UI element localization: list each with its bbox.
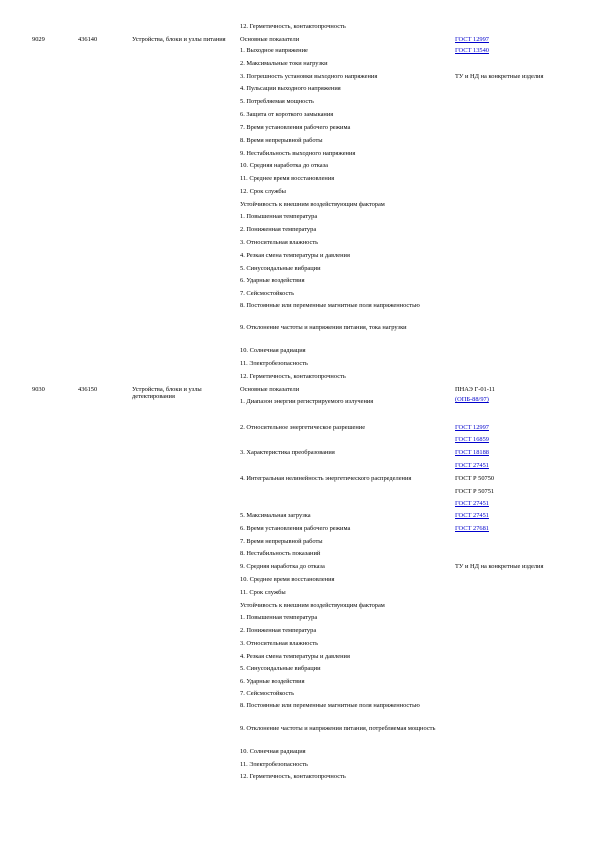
indicator-item: 10. Солнечная радиация: [240, 347, 306, 354]
indicator-item: 9. Средняя наработка до отказа: [240, 563, 325, 570]
indicator-item: 2. Пониженная температура: [240, 627, 317, 634]
standard-link[interactable]: ГОСТ 18188: [455, 449, 489, 456]
indicator-item: 2. Пониженная температура: [240, 226, 317, 233]
standard-link[interactable]: (ОПБ-88/97): [455, 396, 489, 403]
standard-link[interactable]: ГОСТ 27451: [455, 462, 489, 469]
row-number: 9030: [32, 386, 45, 393]
indicator-heading: Основные показатели: [240, 36, 300, 43]
indicator-item: 11. Электробезопасность: [240, 360, 308, 367]
indicator-item: 8. Постоянные или переменные магнитные поля напряженностью: [240, 702, 420, 709]
indicator-item: 5. Синусоидальные вибрации: [240, 665, 321, 672]
indicator-item: 4. Интегральная нелинейность энергетического распределения: [240, 475, 412, 482]
standard-reference: ПНАЭ Г-01-11: [455, 386, 495, 393]
row-code: 436150: [78, 386, 98, 393]
indicator-item: 12. Срок службы: [240, 188, 286, 195]
indicator-item: 12. Герметичность, контактопрочность: [240, 773, 346, 780]
indicator-item: 6. Ударные воздействия: [240, 277, 305, 284]
standard-link[interactable]: ГОСТ 27681: [455, 525, 489, 532]
indicator-item: 2. Максимальные токи нагрузки: [240, 60, 328, 67]
indicator-item: 1. Выходное напряжение: [240, 47, 308, 54]
indicator-item: 9. Отклонение частоты и напряжения питания, потребляемая мощность: [240, 725, 436, 732]
indicator-item: 2. Относительное энергетическое разрешение: [240, 424, 366, 431]
indicator-heading: Основные показатели: [240, 386, 300, 393]
standard-link[interactable]: ГОСТ 16859: [455, 436, 489, 443]
continued-indicator: 12. Герметичность, контактопрочность: [240, 23, 346, 30]
indicator-item: 7. Время установления рабочего режима: [240, 124, 351, 131]
indicator-item: 7. Сейсмостойкость: [240, 690, 295, 697]
indicator-item: 1. Повышенная температура: [240, 213, 318, 220]
indicator-item: 6. Время установления рабочего режима: [240, 525, 351, 532]
standard-reference: ТУ и НД на конкретные изделия: [455, 73, 544, 80]
standard-link[interactable]: ГОСТ 12997: [455, 424, 489, 431]
indicator-item: 3. Относительная влажность: [240, 239, 319, 246]
indicator-item: 6. Защита от короткого замыкания: [240, 111, 334, 118]
indicator-heading: Устойчивость к внешним воздействующим факторам: [240, 602, 385, 609]
indicator-item: 3. Относительная влажность: [240, 640, 319, 647]
standard-link[interactable]: ГОСТ 27451: [455, 500, 489, 507]
indicator-item: 3. Погрешность установки выходного напряжения: [240, 73, 378, 80]
row-name: Устройства, блоки и узлы детектирования: [132, 386, 202, 401]
row-name: Устройства, блоки и узлы питания: [132, 36, 226, 43]
indicator-item: 5. Синусоидальные вибрации: [240, 265, 321, 272]
indicator-item: 10. Среднее время восстановления: [240, 576, 335, 583]
indicator-item: 4. Резкая смена температуры и давления: [240, 252, 350, 259]
indicator-item: 8. Нестабильность показаний: [240, 550, 321, 557]
indicator-item: 5. Максимальная загрузка: [240, 512, 311, 519]
standard-reference: ТУ и НД на конкретные изделия: [455, 563, 544, 570]
row-number: 9029: [32, 36, 45, 43]
indicator-item: 4. Пульсации выходного напряжения: [240, 85, 341, 92]
indicator-item: 11. Срок службы: [240, 589, 286, 596]
standard-link[interactable]: ГОСТ 27451: [455, 512, 489, 519]
indicator-item: 11. Среднее время восстановления: [240, 175, 335, 182]
standard-link[interactable]: ГОСТ 12997: [455, 36, 489, 43]
indicator-item: 8. Постоянные или переменные магнитные поля напряженностью: [240, 302, 420, 309]
indicator-item: 9. Отклонение частоты и напряжения питания, тока нагрузки: [240, 324, 407, 331]
indicator-item: 1. Диапазон энергии регистрируемого излучения: [240, 398, 374, 405]
indicator-item: 10. Средняя наработка до отказа: [240, 162, 328, 169]
indicator-item: 11. Электробезопасность: [240, 761, 308, 768]
indicator-item: 9. Нестабильность выходного напряжения: [240, 150, 356, 157]
indicator-item: 4. Резкая смена температуры и давления: [240, 653, 350, 660]
indicator-item: 1. Повышенная температура: [240, 614, 318, 621]
row-code: 436140: [78, 36, 98, 43]
indicator-item: 3. Характеристика преобразования: [240, 449, 335, 456]
standard-link[interactable]: ГОСТ 13540: [455, 47, 489, 54]
indicator-item: 7. Время непрерывной работы: [240, 538, 323, 545]
standard-reference: ГОСТ Р 50751: [455, 488, 495, 495]
indicator-item: 8. Время непрерывной работы: [240, 137, 323, 144]
indicator-item: 7. Сейсмостойкость: [240, 290, 295, 297]
indicator-item: 5. Потребляемая мощность: [240, 98, 314, 105]
standard-reference: ГОСТ Р 50750: [455, 475, 495, 482]
indicator-heading: Устойчивость к внешним воздействующим факторам: [240, 201, 385, 208]
indicator-item: 10. Солнечная радиация: [240, 748, 306, 755]
indicator-item: 12. Герметичность, контактопрочность: [240, 373, 346, 380]
indicator-item: 6. Ударные воздействия: [240, 678, 305, 685]
